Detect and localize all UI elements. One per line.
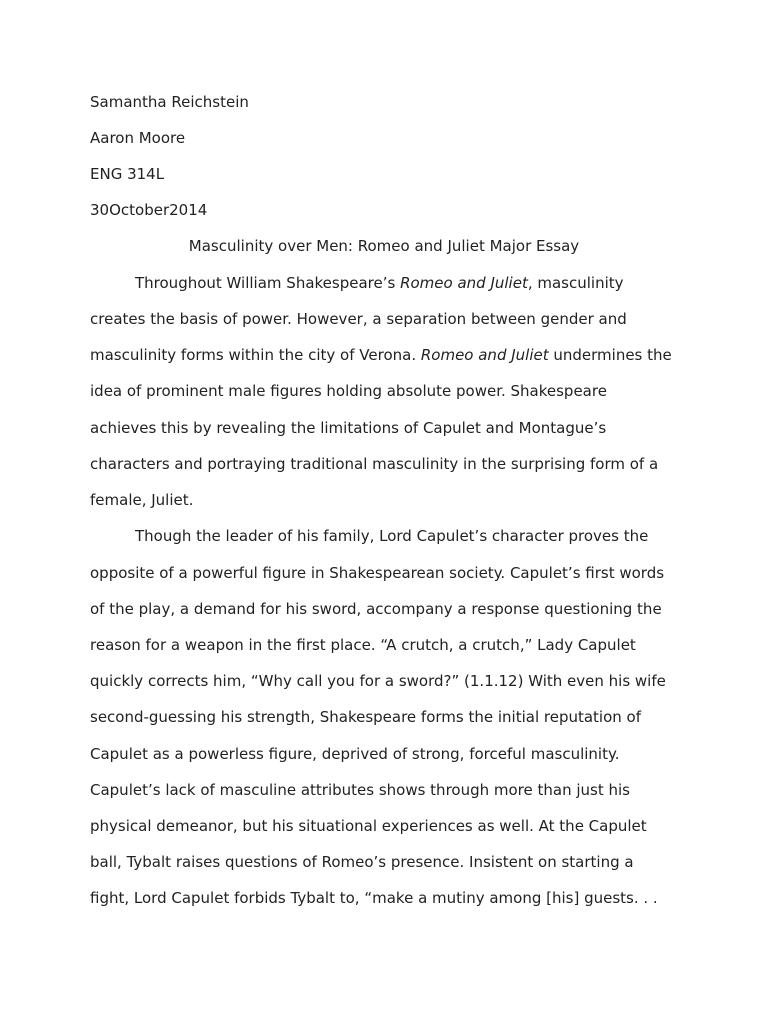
paragraph-2-line-5: quickly corrects him, “Why call you for a sword?” (1.1.12) With even his wife [90, 672, 666, 690]
paragraph-2-line-3: of the play, a demand for his sword, accompany a response questioning the [90, 600, 662, 618]
paragraph-1-line-5: achieves this by revealing the limitations of Capulet and Montague’s [90, 419, 607, 437]
text-span: undermines the [548, 346, 672, 364]
paragraph-2-line-10: ball, Tybalt raises questions of Romeo’s presence. Insistent on starting a [90, 853, 634, 871]
paragraph-1-line-4: idea of prominent male figures holding absolute power. Shakespeare [90, 382, 607, 400]
paragraph-2-line-11: fight, Lord Capulet forbids Tybalt to, “make a mutiny among [his] guests. . . [90, 889, 658, 907]
play-title-italic: Romeo and Juliet [420, 346, 549, 364]
paragraph-1-line-6: characters and portraying traditional masculinity in the surprising form of a [90, 455, 659, 473]
paragraph-2-line-2: opposite of a powerful figure in Shakespearean society. Capulet’s first words [90, 564, 665, 582]
text-span: , masculinity [527, 274, 624, 292]
paragraph-2-line-1: Though the leader of his family, Lord Capulet’s character proves the [135, 527, 649, 545]
paragraph-2-line-4: reason for a weapon in the first place. “A crutch, a crutch,” Lady Capulet [90, 636, 636, 654]
paragraph-2-line-6: second-guessing his strength, Shakespeare forms the initial reputation of [90, 708, 642, 726]
essay-title: Masculinity over Men: Romeo and Juliet Major Essay [188, 237, 580, 255]
essay-date: 30October2014 [90, 201, 208, 219]
course-code: ENG 314L [90, 165, 165, 183]
play-title-italic: Romeo and Juliet [400, 274, 528, 292]
paragraph-1-line-1 [135, 273, 624, 293]
text-span: masculinity forms within the city of Verona. [90, 346, 421, 364]
paragraph-1-line-7: female, Juliet. [90, 491, 194, 509]
paragraph-1-line-2: creates the basis of power. However, a separation between gender and [90, 310, 627, 328]
paragraph-2-line-7: Capulet as a powerless figure, deprived of strong, forceful masculinity. [90, 745, 620, 763]
paragraph-2-line-9: physical demeanor, but his situational experiences as well. At the Capulet [90, 817, 647, 835]
text-span: Throughout William Shakespeare’s [135, 274, 401, 292]
paragraph-2-line-8: Capulet’s lack of masculine attributes shows through more than just his [90, 781, 630, 799]
author-name: Samantha Reichstein [90, 93, 249, 111]
instructor-name: Aaron Moore [90, 129, 186, 147]
paragraph-1-line-3 [90, 345, 672, 365]
